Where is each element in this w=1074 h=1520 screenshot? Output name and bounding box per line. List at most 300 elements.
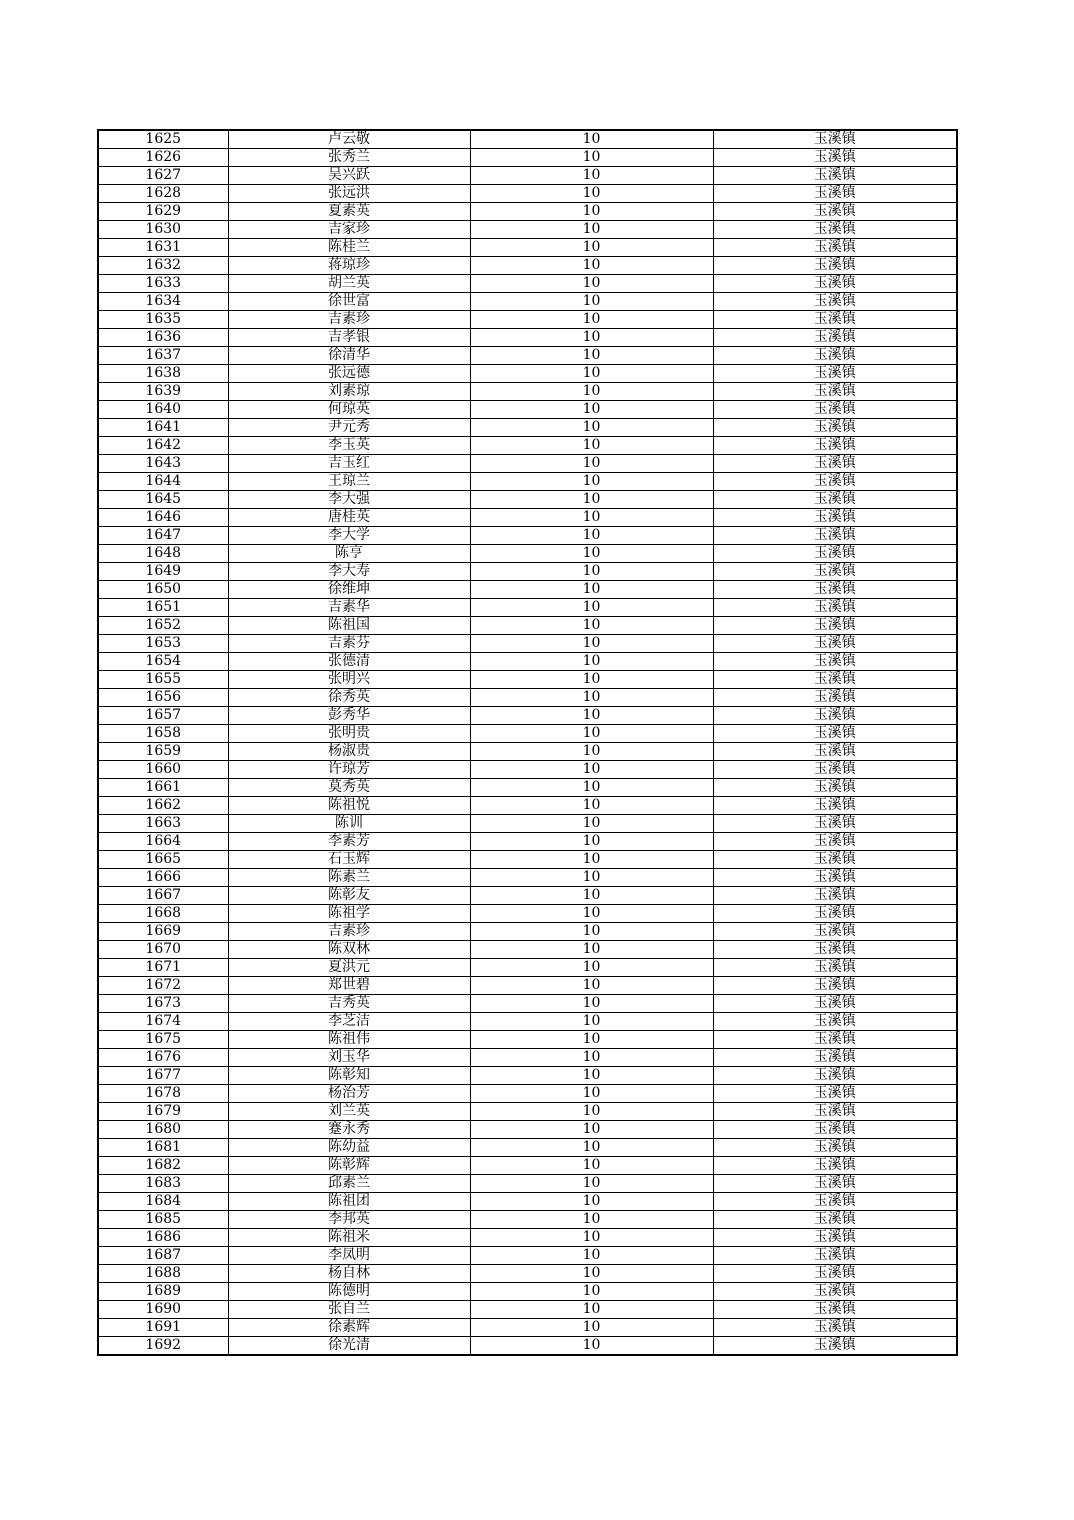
name-cell: 陈亨 — [228, 545, 470, 563]
name-cell: 陈素兰 — [228, 869, 470, 887]
name-cell: 卢云敬 — [228, 130, 470, 149]
name-cell: 刘素琼 — [228, 383, 470, 401]
table-row — [98, 653, 957, 671]
amount-cell: 10 — [470, 959, 713, 977]
row-number-cell: 1638 — [98, 365, 228, 383]
amount-cell: 10 — [470, 941, 713, 959]
name-cell: 张明兴 — [228, 671, 470, 689]
row-number-cell: 1676 — [98, 1049, 228, 1067]
town-cell: 玉溪镇 — [713, 1085, 957, 1103]
town-cell: 玉溪镇 — [713, 1229, 957, 1247]
row-number-cell: 1688 — [98, 1265, 228, 1283]
amount-cell: 10 — [470, 581, 713, 599]
table-row — [98, 257, 957, 275]
table-row — [98, 1175, 957, 1193]
town-cell: 玉溪镇 — [713, 203, 957, 221]
town-cell: 玉溪镇 — [713, 311, 957, 329]
amount-cell: 10 — [470, 617, 713, 635]
amount-cell: 10 — [470, 1175, 713, 1193]
row-number-cell: 1683 — [98, 1175, 228, 1193]
row-number-cell: 1637 — [98, 347, 228, 365]
table-row — [98, 275, 957, 293]
row-number-cell: 1641 — [98, 419, 228, 437]
row-number-cell: 1657 — [98, 707, 228, 725]
town-cell: 玉溪镇 — [713, 509, 957, 527]
table-row — [98, 1121, 957, 1139]
name-cell: 石玉辉 — [228, 851, 470, 869]
name-cell: 吴兴跃 — [228, 167, 470, 185]
amount-cell: 10 — [470, 401, 713, 419]
row-number-cell: 1647 — [98, 527, 228, 545]
row-number-cell: 1650 — [98, 581, 228, 599]
table-row — [98, 1247, 957, 1265]
amount-cell: 10 — [470, 599, 713, 617]
town-cell: 玉溪镇 — [713, 923, 957, 941]
town-cell: 玉溪镇 — [713, 275, 957, 293]
name-cell: 陈彰辉 — [228, 1157, 470, 1175]
amount-cell: 10 — [470, 833, 713, 851]
name-cell: 陈祖米 — [228, 1229, 470, 1247]
row-number-cell: 1646 — [98, 509, 228, 527]
row-number-cell: 1654 — [98, 653, 228, 671]
name-cell: 陈祖国 — [228, 617, 470, 635]
name-cell: 张秀兰 — [228, 149, 470, 167]
town-cell: 玉溪镇 — [713, 635, 957, 653]
amount-cell: 10 — [470, 1265, 713, 1283]
table-row — [98, 815, 957, 833]
town-cell: 玉溪镇 — [713, 689, 957, 707]
row-number-cell: 1690 — [98, 1301, 228, 1319]
row-number-cell: 1652 — [98, 617, 228, 635]
row-number-cell: 1663 — [98, 815, 228, 833]
row-number-cell: 1634 — [98, 293, 228, 311]
row-number-cell: 1656 — [98, 689, 228, 707]
amount-cell: 10 — [470, 455, 713, 473]
amount-cell: 10 — [470, 761, 713, 779]
row-number-cell: 1689 — [98, 1283, 228, 1301]
table-row — [98, 473, 957, 491]
amount-cell: 10 — [470, 923, 713, 941]
table-row — [98, 869, 957, 887]
name-cell: 陈彰友 — [228, 887, 470, 905]
row-number-cell: 1670 — [98, 941, 228, 959]
table-row — [98, 1067, 957, 1085]
table-row — [98, 1283, 957, 1301]
town-cell: 玉溪镇 — [713, 1175, 957, 1193]
row-number-cell: 1687 — [98, 1247, 228, 1265]
table-row — [98, 1229, 957, 1247]
row-number-cell: 1651 — [98, 599, 228, 617]
town-cell: 玉溪镇 — [713, 329, 957, 347]
table-row — [98, 437, 957, 455]
town-cell: 玉溪镇 — [713, 1265, 957, 1283]
row-number-cell: 1667 — [98, 887, 228, 905]
row-number-cell: 1686 — [98, 1229, 228, 1247]
table-row — [98, 599, 957, 617]
table-row — [98, 203, 957, 221]
town-cell: 玉溪镇 — [713, 383, 957, 401]
name-cell: 陈祖团 — [228, 1193, 470, 1211]
table-row — [98, 545, 957, 563]
table-row — [98, 130, 957, 149]
table-row — [98, 1193, 957, 1211]
table-row — [98, 149, 957, 167]
town-cell: 玉溪镇 — [713, 419, 957, 437]
town-cell: 玉溪镇 — [713, 1301, 957, 1319]
name-cell: 吉家珍 — [228, 221, 470, 239]
town-cell: 玉溪镇 — [713, 851, 957, 869]
amount-cell: 10 — [470, 1049, 713, 1067]
row-number-cell: 1635 — [98, 311, 228, 329]
amount-cell: 10 — [470, 1157, 713, 1175]
amount-cell: 10 — [470, 1211, 713, 1229]
name-cell: 夏洪元 — [228, 959, 470, 977]
name-cell: 徐维坤 — [228, 581, 470, 599]
table-row — [98, 563, 957, 581]
row-number-cell: 1685 — [98, 1211, 228, 1229]
amount-cell: 10 — [470, 1193, 713, 1211]
name-cell: 彭秀华 — [228, 707, 470, 725]
name-cell: 何琼英 — [228, 401, 470, 419]
amount-cell: 10 — [470, 869, 713, 887]
table-row — [98, 743, 957, 761]
table-row — [98, 1049, 957, 1067]
town-cell: 玉溪镇 — [713, 1337, 957, 1356]
table-row — [98, 365, 957, 383]
amount-cell: 10 — [470, 221, 713, 239]
table-row — [98, 671, 957, 689]
row-number-cell: 1626 — [98, 149, 228, 167]
table-row — [98, 725, 957, 743]
amount-cell: 10 — [470, 725, 713, 743]
amount-cell: 10 — [470, 365, 713, 383]
table-row — [98, 311, 957, 329]
table-row — [98, 797, 957, 815]
amount-cell: 10 — [470, 797, 713, 815]
amount-cell: 10 — [470, 1013, 713, 1031]
name-cell: 吉秀英 — [228, 995, 470, 1013]
town-cell: 玉溪镇 — [713, 239, 957, 257]
table-row — [98, 995, 957, 1013]
name-cell: 张德清 — [228, 653, 470, 671]
amount-cell: 10 — [470, 1139, 713, 1157]
town-cell: 玉溪镇 — [713, 185, 957, 203]
town-cell: 玉溪镇 — [713, 671, 957, 689]
amount-cell: 10 — [470, 1247, 713, 1265]
town-cell: 玉溪镇 — [713, 959, 957, 977]
amount-cell: 10 — [470, 995, 713, 1013]
town-cell: 玉溪镇 — [713, 1049, 957, 1067]
amount-cell: 10 — [470, 635, 713, 653]
town-cell: 玉溪镇 — [713, 149, 957, 167]
name-cell: 尹元秀 — [228, 419, 470, 437]
row-number-cell: 1660 — [98, 761, 228, 779]
amount-cell: 10 — [470, 689, 713, 707]
name-cell: 张自兰 — [228, 1301, 470, 1319]
town-cell: 玉溪镇 — [713, 617, 957, 635]
amount-cell: 10 — [470, 977, 713, 995]
name-cell: 李玉英 — [228, 437, 470, 455]
row-number-cell: 1625 — [98, 130, 228, 149]
row-number-cell: 1677 — [98, 1067, 228, 1085]
amount-cell: 10 — [470, 743, 713, 761]
town-cell: 玉溪镇 — [713, 1157, 957, 1175]
town-cell: 玉溪镇 — [713, 545, 957, 563]
row-number-cell: 1653 — [98, 635, 228, 653]
table-row — [98, 761, 957, 779]
amount-cell: 10 — [470, 473, 713, 491]
table-row — [98, 1337, 957, 1356]
table-row — [98, 383, 957, 401]
amount-cell: 10 — [470, 329, 713, 347]
name-cell: 邱素兰 — [228, 1175, 470, 1193]
row-number-cell: 1632 — [98, 257, 228, 275]
table-row — [98, 959, 957, 977]
name-cell: 李素芳 — [228, 833, 470, 851]
table-row — [98, 329, 957, 347]
row-number-cell: 1692 — [98, 1337, 228, 1356]
row-number-cell: 1643 — [98, 455, 228, 473]
amount-cell: 10 — [470, 1031, 713, 1049]
name-cell: 莫秀英 — [228, 779, 470, 797]
data-table — [97, 129, 958, 1356]
table-row — [98, 779, 957, 797]
name-cell: 吉素珍 — [228, 311, 470, 329]
name-cell: 陈双林 — [228, 941, 470, 959]
amount-cell: 10 — [470, 239, 713, 257]
table-row — [98, 527, 957, 545]
name-cell: 李大学 — [228, 527, 470, 545]
table-row — [98, 1103, 957, 1121]
name-cell: 陈桂兰 — [228, 239, 470, 257]
row-number-cell: 1691 — [98, 1319, 228, 1337]
name-cell: 吉玉红 — [228, 455, 470, 473]
name-cell: 陈幼益 — [228, 1139, 470, 1157]
name-cell: 陈祖伟 — [228, 1031, 470, 1049]
name-cell: 吉素珍 — [228, 923, 470, 941]
town-cell: 玉溪镇 — [713, 599, 957, 617]
row-number-cell: 1679 — [98, 1103, 228, 1121]
town-cell: 玉溪镇 — [713, 130, 957, 149]
town-cell: 玉溪镇 — [713, 995, 957, 1013]
town-cell: 玉溪镇 — [713, 347, 957, 365]
amount-cell: 10 — [470, 1283, 713, 1301]
row-number-cell: 1668 — [98, 905, 228, 923]
row-number-cell: 1666 — [98, 869, 228, 887]
name-cell: 李大强 — [228, 491, 470, 509]
town-cell: 玉溪镇 — [713, 1193, 957, 1211]
row-number-cell: 1678 — [98, 1085, 228, 1103]
name-cell: 张明贵 — [228, 725, 470, 743]
table-row — [98, 689, 957, 707]
row-number-cell: 1662 — [98, 797, 228, 815]
table-row — [98, 1319, 957, 1337]
table-row — [98, 977, 957, 995]
amount-cell: 10 — [470, 185, 713, 203]
table-row — [98, 1211, 957, 1229]
table-row — [98, 455, 957, 473]
name-cell: 陈训 — [228, 815, 470, 833]
town-cell: 玉溪镇 — [713, 473, 957, 491]
name-cell: 郑世碧 — [228, 977, 470, 995]
town-cell: 玉溪镇 — [713, 1121, 957, 1139]
amount-cell: 10 — [470, 887, 713, 905]
row-number-cell: 1640 — [98, 401, 228, 419]
town-cell: 玉溪镇 — [713, 1319, 957, 1337]
amount-cell: 10 — [470, 563, 713, 581]
table-row — [98, 1013, 957, 1031]
table-row — [98, 905, 957, 923]
town-cell: 玉溪镇 — [713, 1247, 957, 1265]
row-number-cell: 1639 — [98, 383, 228, 401]
table-row — [98, 923, 957, 941]
amount-cell: 10 — [470, 653, 713, 671]
row-number-cell: 1655 — [98, 671, 228, 689]
name-cell: 杨自林 — [228, 1265, 470, 1283]
amount-cell: 10 — [470, 419, 713, 437]
table-row — [98, 635, 957, 653]
name-cell: 李大寿 — [228, 563, 470, 581]
amount-cell: 10 — [470, 293, 713, 311]
row-number-cell: 1630 — [98, 221, 228, 239]
name-cell: 杨治芳 — [228, 1085, 470, 1103]
town-cell: 玉溪镇 — [713, 1031, 957, 1049]
town-cell: 玉溪镇 — [713, 797, 957, 815]
town-cell: 玉溪镇 — [713, 941, 957, 959]
town-cell: 玉溪镇 — [713, 401, 957, 419]
name-cell: 陈祖悦 — [228, 797, 470, 815]
town-cell: 玉溪镇 — [713, 581, 957, 599]
amount-cell: 10 — [470, 815, 713, 833]
town-cell: 玉溪镇 — [713, 887, 957, 905]
amount-cell: 10 — [470, 203, 713, 221]
row-number-cell: 1684 — [98, 1193, 228, 1211]
town-cell: 玉溪镇 — [713, 491, 957, 509]
table-row — [98, 1031, 957, 1049]
row-number-cell: 1682 — [98, 1157, 228, 1175]
row-number-cell: 1627 — [98, 167, 228, 185]
row-number-cell: 1658 — [98, 725, 228, 743]
name-cell: 徐光清 — [228, 1337, 470, 1356]
town-cell: 玉溪镇 — [713, 527, 957, 545]
amount-cell: 10 — [470, 779, 713, 797]
table-row — [98, 347, 957, 365]
table-row — [98, 887, 957, 905]
amount-cell: 10 — [470, 1319, 713, 1337]
name-cell: 夏素英 — [228, 203, 470, 221]
town-cell: 玉溪镇 — [713, 1211, 957, 1229]
table-row — [98, 851, 957, 869]
table-row — [98, 419, 957, 437]
table-row — [98, 509, 957, 527]
name-cell: 刘玉华 — [228, 1049, 470, 1067]
row-number-cell: 1681 — [98, 1139, 228, 1157]
name-cell: 许琼芳 — [228, 761, 470, 779]
table-row — [98, 617, 957, 635]
table-row — [98, 1157, 957, 1175]
town-cell: 玉溪镇 — [713, 221, 957, 239]
town-cell: 玉溪镇 — [713, 725, 957, 743]
name-cell: 蒋琼珍 — [228, 257, 470, 275]
amount-cell: 10 — [470, 347, 713, 365]
row-number-cell: 1628 — [98, 185, 228, 203]
name-cell: 吉孝银 — [228, 329, 470, 347]
row-number-cell: 1675 — [98, 1031, 228, 1049]
row-number-cell: 1659 — [98, 743, 228, 761]
table-row — [98, 239, 957, 257]
town-cell: 玉溪镇 — [713, 707, 957, 725]
name-cell: 张远德 — [228, 365, 470, 383]
name-cell: 李凤明 — [228, 1247, 470, 1265]
town-cell: 玉溪镇 — [713, 869, 957, 887]
amount-cell: 10 — [470, 383, 713, 401]
amount-cell: 10 — [470, 167, 713, 185]
town-cell: 玉溪镇 — [713, 653, 957, 671]
row-number-cell: 1680 — [98, 1121, 228, 1139]
row-number-cell: 1644 — [98, 473, 228, 491]
name-cell: 王琼兰 — [228, 473, 470, 491]
table-row — [98, 293, 957, 311]
amount-cell: 10 — [470, 671, 713, 689]
town-cell: 玉溪镇 — [713, 257, 957, 275]
name-cell: 吉素华 — [228, 599, 470, 617]
name-cell: 唐桂英 — [228, 509, 470, 527]
town-cell: 玉溪镇 — [713, 293, 957, 311]
table-row — [98, 941, 957, 959]
table-row — [98, 707, 957, 725]
amount-cell: 10 — [470, 257, 713, 275]
table-row — [98, 1265, 957, 1283]
amount-cell: 10 — [470, 275, 713, 293]
table-row — [98, 221, 957, 239]
name-cell: 张远洪 — [228, 185, 470, 203]
amount-cell: 10 — [470, 311, 713, 329]
name-cell: 徐世富 — [228, 293, 470, 311]
amount-cell: 10 — [470, 1301, 713, 1319]
town-cell: 玉溪镇 — [713, 437, 957, 455]
amount-cell: 10 — [470, 545, 713, 563]
town-cell: 玉溪镇 — [713, 1067, 957, 1085]
row-number-cell: 1669 — [98, 923, 228, 941]
row-number-cell: 1674 — [98, 1013, 228, 1031]
town-cell: 玉溪镇 — [713, 779, 957, 797]
town-cell: 玉溪镇 — [713, 833, 957, 851]
table-row — [98, 167, 957, 185]
row-number-cell: 1664 — [98, 833, 228, 851]
town-cell: 玉溪镇 — [713, 761, 957, 779]
row-number-cell: 1672 — [98, 977, 228, 995]
name-cell: 李芝洁 — [228, 1013, 470, 1031]
table-row — [98, 1085, 957, 1103]
name-cell: 陈祖学 — [228, 905, 470, 923]
town-cell: 玉溪镇 — [713, 743, 957, 761]
name-cell: 杨淑贵 — [228, 743, 470, 761]
town-cell: 玉溪镇 — [713, 365, 957, 383]
amount-cell: 10 — [470, 905, 713, 923]
table-body — [98, 130, 957, 1355]
amount-cell: 10 — [470, 1337, 713, 1356]
town-cell: 玉溪镇 — [713, 1013, 957, 1031]
amount-cell: 10 — [470, 1067, 713, 1085]
name-cell: 徐清华 — [228, 347, 470, 365]
name-cell: 陈彰知 — [228, 1067, 470, 1085]
row-number-cell: 1648 — [98, 545, 228, 563]
town-cell: 玉溪镇 — [713, 563, 957, 581]
amount-cell: 10 — [470, 707, 713, 725]
table-row — [98, 833, 957, 851]
name-cell: 徐素辉 — [228, 1319, 470, 1337]
town-cell: 玉溪镇 — [713, 1283, 957, 1301]
